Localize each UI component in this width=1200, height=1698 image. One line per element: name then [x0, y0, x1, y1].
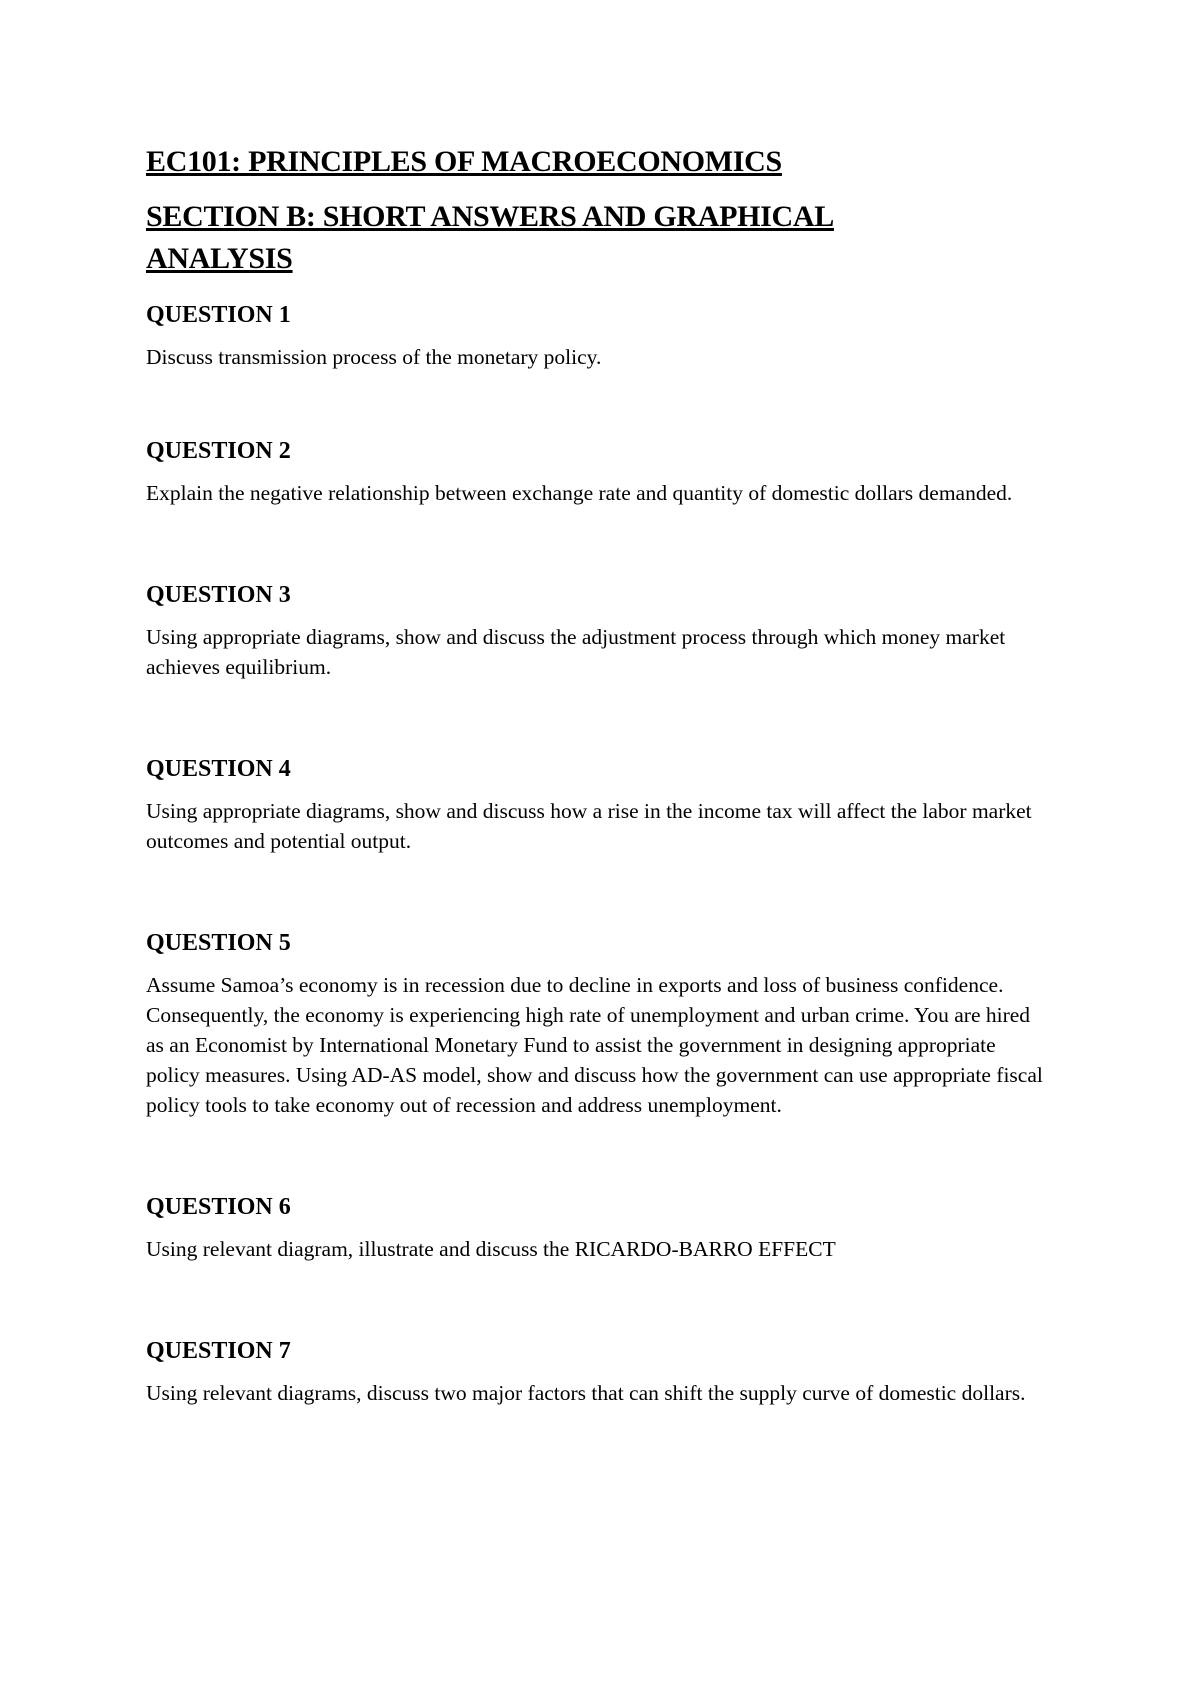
- question-1: [146, 300, 1066, 372]
- section-title: SECTION B: SHORT ANSWERS AND GRAPHICAL ANALYSIS: [146, 200, 834, 275]
- question-text: Using appropriate diagrams, show and discuss how a rise in the income tax will affect the labor market outcomes and potential output.: [146, 799, 1032, 853]
- question-2: [146, 436, 1066, 508]
- question-text: Using relevant diagram, illustrate and discuss the RICARDO-BARRO EFFECT: [146, 1237, 836, 1261]
- question-3: [146, 580, 1066, 682]
- document-title: EC101: PRINCIPLES OF MACROECONOMICS: [146, 145, 782, 178]
- question-heading: QUESTION 2: [146, 438, 291, 464]
- question-7: [146, 1336, 1066, 1408]
- question-heading: QUESTION 5: [146, 930, 291, 956]
- question-heading: QUESTION 1: [146, 302, 291, 328]
- question-text: Assume Samoa’s economy is in recession due to decline in exports and loss of business confidence. Consequently, the economy is experiencing high rate of unemployment and urban crime. You are hired as an Economist by International Monetary Fund to assist the government in designing appropriate policy measures. Using AD-AS model, show and discuss how the government can use appropriate fiscal policy tools to take economy out of recession and address unemployment.: [146, 973, 1043, 1117]
- question-5: [146, 928, 1066, 1120]
- question-6: [146, 1192, 1066, 1264]
- question-heading: QUESTION 3: [146, 582, 291, 608]
- question-text: Using appropriate diagrams, show and discuss the adjustment process through which money market achieves equilibrium.: [146, 625, 1006, 679]
- question-4: [146, 754, 1066, 856]
- question-heading: QUESTION 6: [146, 1194, 291, 1220]
- question-text: Discuss transmission process of the monetary policy.: [146, 345, 602, 369]
- question-heading: QUESTION 4: [146, 756, 291, 782]
- question-text: Explain the negative relationship between exchange rate and quantity of domestic dollars demanded.: [146, 481, 1013, 505]
- question-heading: QUESTION 7: [146, 1338, 291, 1364]
- document-body: [146, 142, 1066, 1408]
- question-text: Using relevant diagrams, discuss two major factors that can shift the supply curve of domestic dollars.: [146, 1381, 1026, 1405]
